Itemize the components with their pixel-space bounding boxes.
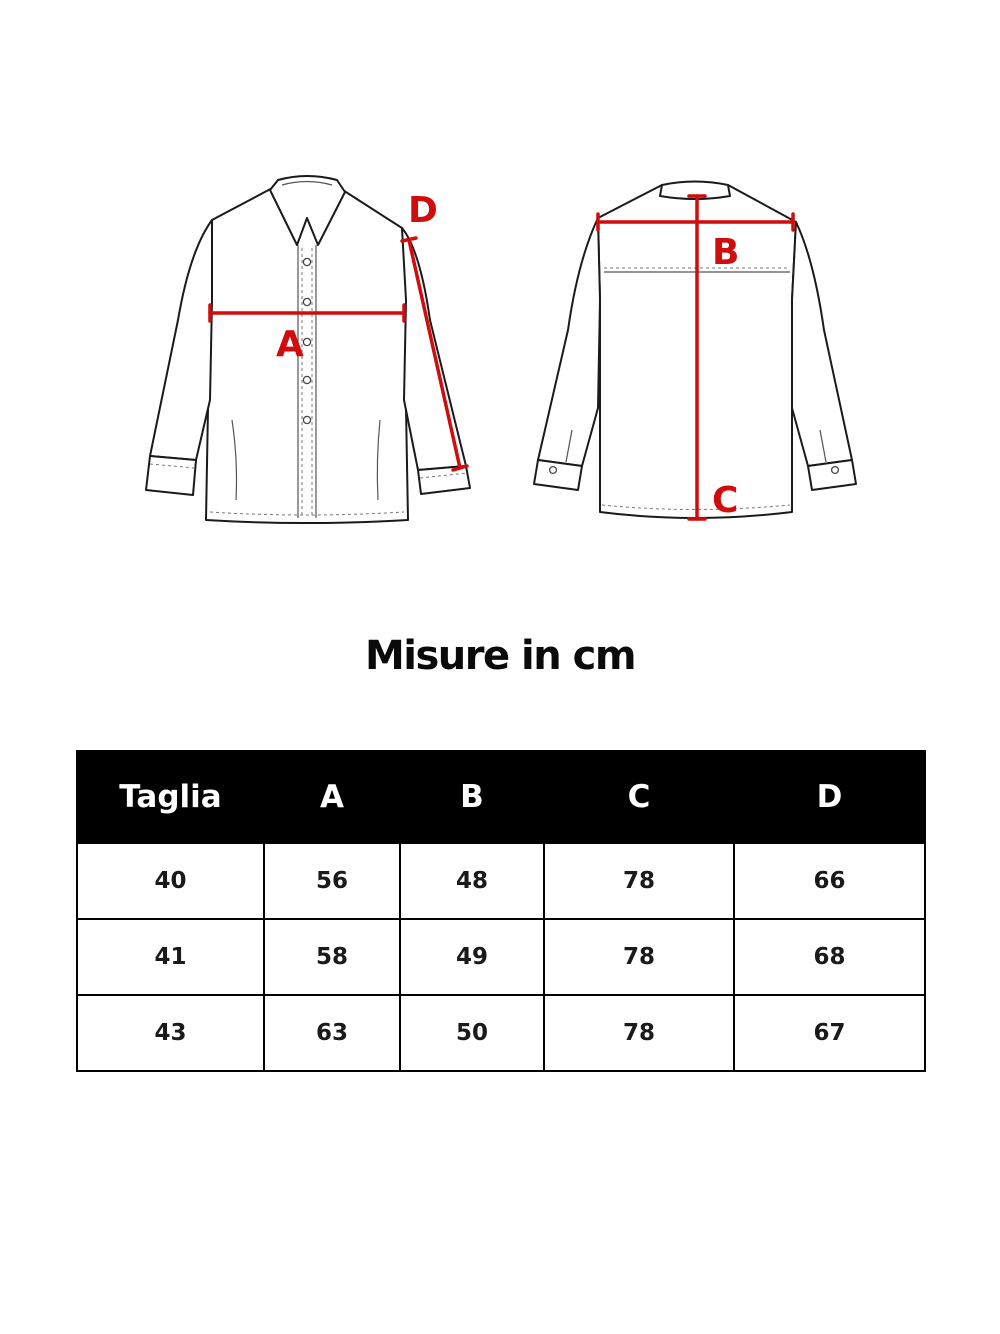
- header-d: D: [734, 751, 925, 843]
- table-cell: 56: [264, 843, 400, 919]
- table-cell: 68: [734, 919, 925, 995]
- table-cell: 49: [400, 919, 544, 995]
- table-cell: 78: [544, 843, 734, 919]
- table-row: [77, 843, 925, 919]
- label-c: C: [712, 480, 739, 521]
- table-cell: 63: [264, 995, 400, 1071]
- header-c: C: [544, 751, 734, 843]
- header-taglia: Taglia: [77, 751, 264, 843]
- page-title: Misure in cm: [364, 633, 636, 679]
- table-cell: 67: [734, 995, 925, 1071]
- table-cell: 66: [734, 843, 925, 919]
- back-shirt: [534, 182, 856, 519]
- header-row: [77, 751, 925, 843]
- table-row: [77, 919, 925, 995]
- shirt-diagram: [0, 0, 1000, 600]
- shirt-illustration: [0, 0, 1000, 600]
- table-cell: 78: [544, 919, 734, 995]
- header-a: A: [264, 751, 400, 843]
- table-cell: 40: [77, 843, 264, 919]
- size-table-header: [77, 751, 925, 843]
- size-table-body: [77, 843, 925, 1071]
- label-d: D: [408, 190, 438, 231]
- table-row: [77, 995, 925, 1071]
- table-cell: 41: [77, 919, 264, 995]
- header-b: B: [400, 751, 544, 843]
- table-cell: 58: [264, 919, 400, 995]
- table-cell: 78: [544, 995, 734, 1071]
- label-b: B: [712, 232, 740, 273]
- table-cell: 43: [77, 995, 264, 1071]
- table-cell: 48: [400, 843, 544, 919]
- label-a: A: [276, 324, 304, 365]
- size-table: [76, 750, 926, 1072]
- table-cell: 50: [400, 995, 544, 1071]
